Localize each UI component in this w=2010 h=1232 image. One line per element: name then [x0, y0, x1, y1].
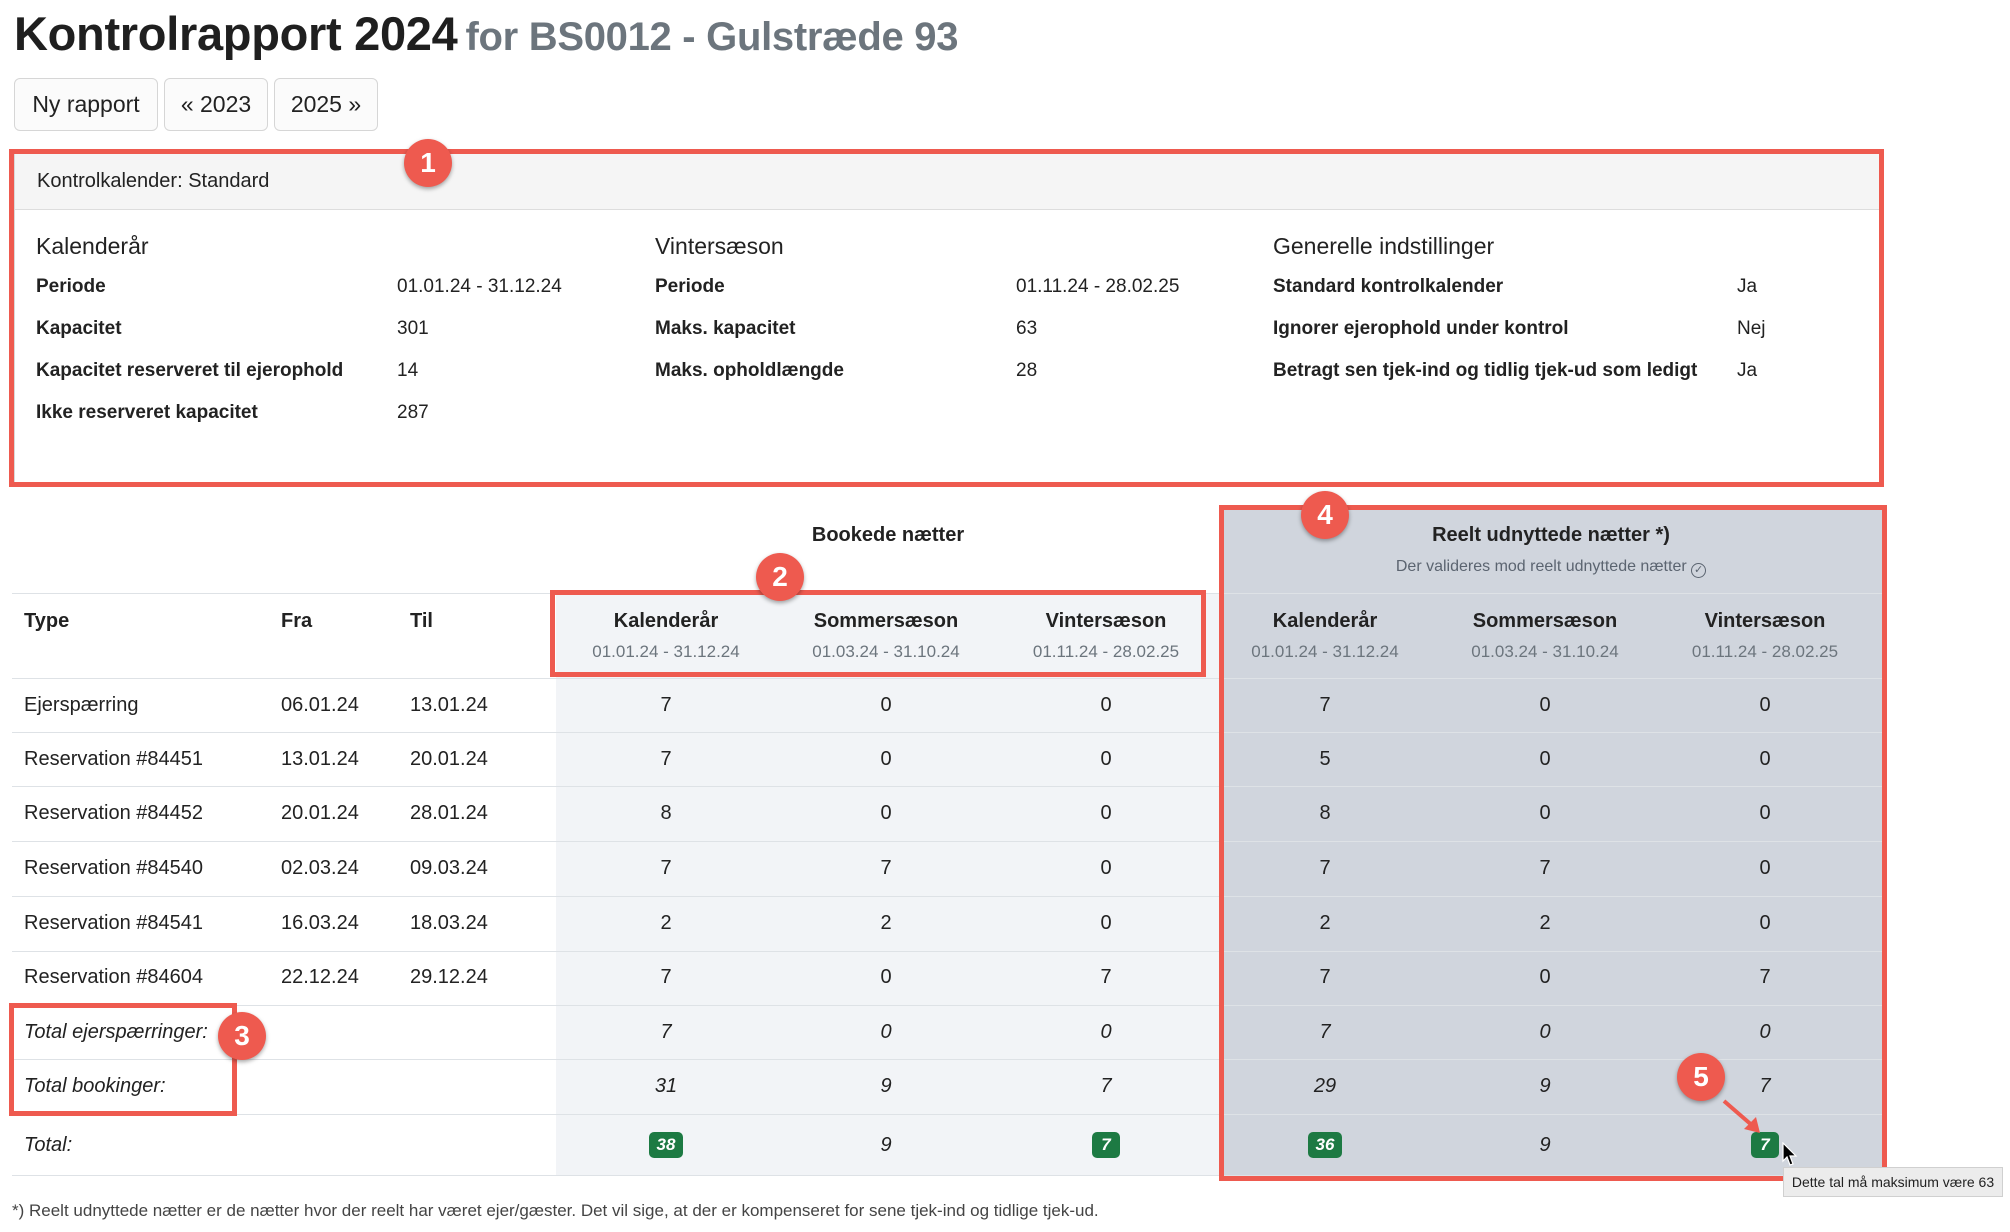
row-3-booked-som: 7	[880, 857, 892, 879]
row-2-type: Reservation #84452	[24, 802, 204, 824]
row-divider	[12, 1059, 1883, 1060]
kal-label-0: Periode	[36, 276, 106, 297]
footnote: *) Reelt udnyttede nætter er de nætter hvor der reelt har været ejer/gæster. Det vil sige, at der er kompenseret for sene tjek-ind og tidlige tjek-ud.	[12, 1201, 1099, 1220]
grand-total-actual-kal	[1275, 1132, 1375, 1158]
row-5-type: Reservation #84604	[24, 966, 204, 988]
row-4-actual-som: 2	[1539, 912, 1551, 934]
actual-col-vinter-range: 01.11.24 - 28.02.25	[1691, 642, 1839, 661]
row-1-til: 20.01.24	[410, 748, 488, 770]
prev-year-button[interactable]: « 2023	[164, 78, 268, 131]
row-4-actual-vin: 0	[1759, 912, 1771, 934]
row-5-til: 29.12.24	[410, 966, 488, 988]
booked-col-vinter-range: 01.11.24 - 28.02.25	[1032, 642, 1180, 661]
row-4-booked-kal: 2	[660, 912, 672, 934]
check-circle-icon: ✓	[1691, 563, 1706, 578]
row-divider	[12, 786, 1883, 787]
row-4-booked-vin: 0	[1100, 912, 1112, 934]
booked-group-title: Bookede nætter	[811, 524, 965, 546]
total-bookings-actual-vin: 7	[1759, 1075, 1771, 1097]
row-4-fra: 16.03.24	[281, 912, 359, 934]
kal-label-3: Ikke reserveret kapacitet	[36, 402, 258, 423]
row-1-booked-kal: 7	[660, 748, 672, 770]
booked-col-sommer: Sommersæson	[813, 610, 959, 632]
vin-label-1: Maks. kapacitet	[655, 318, 796, 339]
row-4-booked-som: 2	[880, 912, 892, 934]
grand-total-booked-vin	[1056, 1132, 1156, 1158]
total-badge: 36	[1308, 1132, 1343, 1158]
kal-label-1: Kapacitet	[36, 318, 122, 339]
total-bookings-actual-som: 9	[1539, 1075, 1551, 1097]
row-2-booked-som: 0	[880, 802, 892, 824]
total-badge: 38	[649, 1132, 684, 1158]
actual-col-kalenderaar: Kalenderår	[1272, 610, 1378, 632]
col-type-header: Type	[24, 610, 70, 632]
gen-label-2: Betragt sen tjek-ind og tidlig tjek-ud som ledigt	[1273, 360, 1698, 381]
title-subtitle: for BS0012 - Gulstræde 93	[465, 15, 959, 59]
total-owner-booked-kal: 7	[660, 1021, 672, 1043]
row-divider	[12, 951, 1883, 952]
total-owner-booked-som: 0	[880, 1021, 892, 1043]
total-bookings-booked-kal: 31	[654, 1075, 678, 1097]
max-value-tooltip: Dette tal må maksimum være 63	[1783, 1167, 2003, 1197]
actual-subtitle-text: Der valideres mod reelt udnyttede nætter	[1395, 558, 1687, 575]
row-5-actual-vin: 7	[1759, 966, 1771, 988]
total-bookings-booked-vin: 7	[1100, 1075, 1112, 1097]
row-divider	[12, 1175, 1883, 1176]
row-divider	[12, 896, 1883, 897]
kal-value-0: 01.01.24 - 31.12.24	[397, 276, 562, 297]
kal-value-1: 301	[397, 318, 429, 339]
row-4-til: 18.03.24	[410, 912, 488, 934]
total-owner-actual-som: 0	[1539, 1021, 1551, 1043]
kal-value-3: 287	[397, 402, 429, 423]
row-4-type: Reservation #84541	[24, 912, 204, 934]
grand-total-actual-som: 9	[1539, 1134, 1551, 1156]
row-divider	[12, 1005, 1883, 1006]
row-5-booked-vin: 7	[1100, 966, 1112, 988]
row-0-fra: 06.01.24	[281, 694, 359, 716]
row-5-booked-kal: 7	[660, 966, 672, 988]
vin-value-1: 63	[1016, 318, 1038, 339]
row-5-booked-som: 0	[880, 966, 892, 988]
row-3-actual-vin: 0	[1759, 857, 1771, 879]
row-3-booked-kal: 7	[660, 857, 672, 879]
row-1-actual-kal: 5	[1319, 748, 1331, 770]
row-1-actual-som: 0	[1539, 748, 1551, 770]
vin-label-0: Periode	[655, 276, 725, 297]
row-0-actual-kal: 7	[1319, 694, 1331, 716]
row-divider	[12, 732, 1883, 733]
actual-col-sommer-range: 01.03.24 - 31.10.24	[1471, 642, 1619, 661]
header-divider-bottom	[12, 678, 1883, 679]
gen-value-0: Ja	[1737, 276, 1758, 297]
row-divider	[12, 1114, 1883, 1115]
row-4-actual-kal: 2	[1319, 912, 1331, 934]
total-owner-actual-kal: 7	[1319, 1021, 1331, 1043]
grand-total-booked-kal	[616, 1132, 716, 1158]
row-3-booked-vin: 0	[1100, 857, 1112, 879]
row-2-actual-som: 0	[1539, 802, 1551, 824]
annotation-marker-3: 3	[218, 1012, 266, 1060]
header-divider-top	[12, 593, 1883, 594]
row-1-booked-som: 0	[880, 748, 892, 770]
row-0-actual-vin: 0	[1759, 694, 1771, 716]
section-generelle-title: Generelle indstillinger	[1273, 233, 1495, 259]
booked-col-sommer-range: 01.03.24 - 31.10.24	[812, 642, 960, 661]
row-2-actual-kal: 8	[1319, 802, 1331, 824]
row-3-til: 09.03.24	[410, 857, 488, 879]
new-report-button[interactable]: Ny rapport	[14, 78, 158, 131]
total-badge[interactable]: 7	[1751, 1132, 1779, 1158]
row-2-fra: 20.01.24	[281, 802, 359, 824]
grand-total-booked-som: 9	[880, 1134, 892, 1156]
row-3-fra: 02.03.24	[281, 857, 359, 879]
row-divider	[12, 841, 1883, 842]
section-vintersaeson-title: Vintersæson	[655, 233, 784, 259]
row-0-actual-som: 0	[1539, 694, 1551, 716]
row-3-type: Reservation #84540	[24, 857, 204, 879]
gen-label-0: Standard kontrolkalender	[1273, 276, 1504, 297]
annotation-marker-4: 4	[1301, 491, 1349, 539]
grand-total-label: Total:	[24, 1134, 73, 1156]
row-0-til: 13.01.24	[410, 694, 488, 716]
row-5-fra: 22.12.24	[281, 966, 359, 988]
row-0-booked-vin: 0	[1100, 694, 1112, 716]
actual-group-subtitle	[1351, 558, 1751, 578]
next-year-button[interactable]: 2025 »	[274, 78, 378, 131]
total-bookings-label: Total bookinger:	[24, 1075, 166, 1097]
annotation-marker-2: 2	[756, 553, 804, 601]
row-2-til: 28.01.24	[410, 802, 488, 824]
row-3-actual-som: 7	[1539, 857, 1551, 879]
total-badge: 7	[1092, 1132, 1120, 1158]
gen-value-1: Nej	[1737, 318, 1766, 339]
total-owner-booked-vin: 0	[1100, 1021, 1112, 1043]
booked-col-vinter: Vintersæson	[1045, 610, 1167, 632]
card-header: Kontrolkalender: Standard	[15, 154, 1879, 210]
row-1-booked-vin: 0	[1100, 748, 1112, 770]
annotation-marker-1: 1	[404, 139, 452, 187]
total-owner-actual-vin: 0	[1759, 1021, 1771, 1043]
annotation-arrow-icon	[1718, 1095, 1768, 1140]
actual-col-vinter: Vintersæson	[1704, 610, 1826, 632]
row-2-actual-vin: 0	[1759, 802, 1771, 824]
actual-group-title: Reelt udnyttede nætter *)	[1432, 524, 1670, 546]
vin-value-2: 28	[1016, 360, 1038, 381]
kal-label-2: Kapacitet reserveret til ejerophold	[36, 360, 344, 381]
row-0-type: Ejerspærring	[24, 694, 139, 716]
gen-label-1: Ignorer ejerophold under kontrol	[1273, 318, 1569, 339]
annotation-marker-5: 5	[1677, 1053, 1725, 1101]
vin-value-0: 01.11.24 - 28.02.25	[1016, 276, 1180, 297]
actual-col-sommer: Sommersæson	[1472, 610, 1618, 632]
actual-col-kalenderaar-range: 01.01.24 - 31.12.24	[1251, 642, 1399, 661]
section-kalenderaar-title: Kalenderår	[36, 233, 149, 259]
row-1-actual-vin: 0	[1759, 748, 1771, 770]
calendar-card	[14, 153, 1880, 483]
gen-value-2: Ja	[1737, 360, 1758, 381]
mouse-cursor-icon	[1782, 1142, 1800, 1168]
booked-col-kalenderaar-range: 01.01.24 - 31.12.24	[592, 642, 740, 661]
kal-value-2: 14	[397, 360, 419, 381]
row-2-booked-vin: 0	[1100, 802, 1112, 824]
row-5-actual-som: 0	[1539, 966, 1551, 988]
booked-col-kalenderaar: Kalenderår	[613, 610, 719, 632]
row-5-actual-kal: 7	[1319, 966, 1331, 988]
title-main: Kontrolrapport 2024	[14, 7, 458, 60]
row-0-booked-kal: 7	[660, 694, 672, 716]
vin-label-2: Maks. opholdlængde	[655, 360, 844, 381]
row-2-booked-kal: 8	[660, 802, 672, 824]
total-bookings-actual-kal: 29	[1313, 1075, 1337, 1097]
row-1-type: Reservation #84451	[24, 748, 204, 770]
row-0-booked-som: 0	[880, 694, 892, 716]
col-til-header: Til	[410, 610, 433, 632]
total-bookings-booked-som: 9	[880, 1075, 892, 1097]
total-owner-label: Total ejerspærringer:	[24, 1021, 208, 1043]
col-fra-header: Fra	[281, 610, 313, 632]
row-1-fra: 13.01.24	[281, 748, 359, 770]
row-3-actual-kal: 7	[1319, 857, 1331, 879]
page-title	[14, 6, 958, 61]
